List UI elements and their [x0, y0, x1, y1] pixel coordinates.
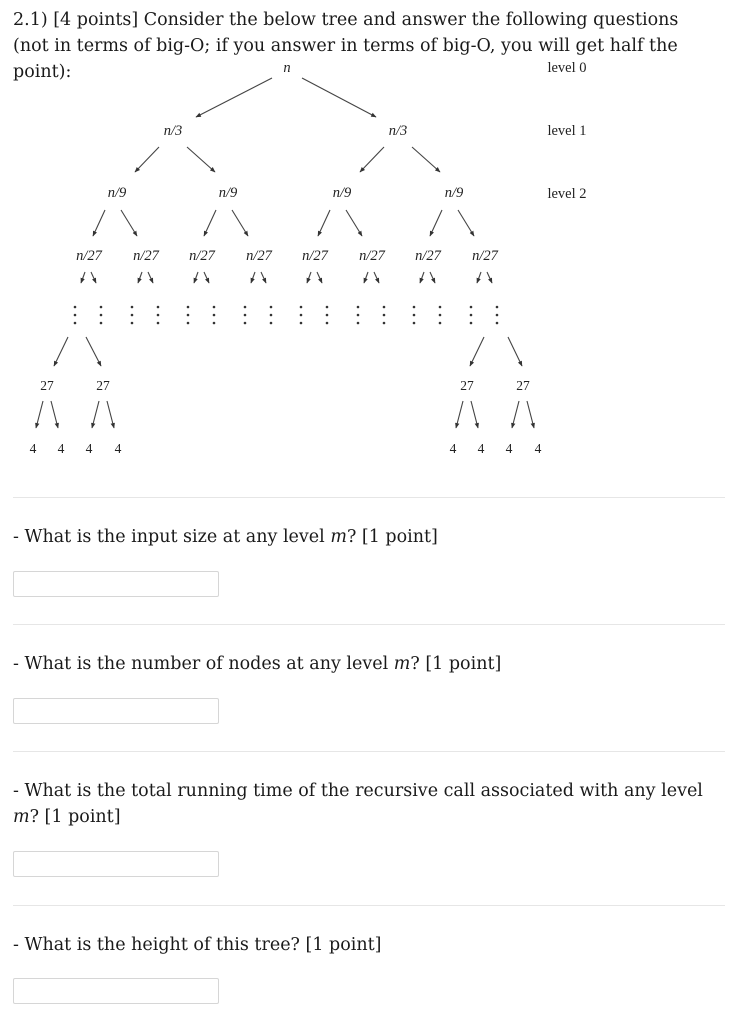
ellipsis-dot-7-1-1 — [413, 306, 416, 309]
leaf-7: 4 — [505, 441, 513, 456]
separator-4 — [13, 905, 725, 906]
ellipsis-dot-4-1-3 — [244, 322, 247, 325]
leaf-1: 4 — [29, 441, 37, 456]
edge-bottom-2-b — [107, 401, 114, 428]
edge-l3-2-b — [148, 272, 153, 283]
question-2-suffix: ? [1 point] — [410, 654, 502, 674]
question-2-var: m — [393, 654, 411, 674]
edge-l3-3-b — [204, 272, 209, 283]
node-level3-3: n/27 — [189, 248, 215, 264]
ellipsis-dot-8-1-2 — [470, 314, 473, 317]
edge-l3-4-a — [251, 272, 255, 283]
ellipsis-dot-6-1-1 — [357, 306, 360, 309]
edge-l3-4-b — [261, 272, 266, 283]
level-label-2: level 2 — [547, 186, 587, 202]
ellipsis-dot-1-1-3 — [74, 322, 77, 325]
edge-root-right — [302, 78, 376, 117]
edge-bottom-4-b — [527, 401, 534, 428]
ellipsis-dot-8-2-1 — [496, 306, 499, 309]
edge-l2-2-right — [232, 210, 248, 236]
edge-l1-1-right — [187, 147, 215, 172]
ellipsis-dot-8-1-3 — [470, 322, 473, 325]
level-label-0: level 0 — [547, 60, 587, 76]
edge-l1-2-right — [412, 147, 440, 172]
ellipsis-dot-7-2-1 — [439, 306, 442, 309]
edge-bottom-right-b — [508, 337, 522, 366]
ellipsis-dot-6-1-2 — [357, 314, 360, 317]
ellipsis-dot-2-2-1 — [157, 306, 160, 309]
ellipsis-dot-8-2-2 — [496, 314, 499, 317]
question-4 — [13, 932, 713, 958]
ellipsis-dot-2-1-2 — [131, 314, 134, 317]
ellipsis-dot-7-2-2 — [439, 314, 442, 317]
question-2-prefix: - What is the number of nodes at any level — [13, 654, 394, 674]
node-level1-1: n/3 — [163, 123, 183, 139]
separator-1 — [13, 497, 725, 498]
ellipsis-dot-2-2-3 — [157, 322, 160, 325]
leaf-5: 4 — [449, 441, 457, 456]
ellipsis-dot-5-1-1 — [300, 306, 303, 309]
edge-l1-2-left — [360, 147, 384, 172]
node-level3-6: n/27 — [359, 248, 385, 264]
question-1-suffix: ? [1 point] — [346, 527, 438, 547]
edge-l3-3-a — [194, 272, 198, 283]
ellipsis-dot-7-2-3 — [439, 322, 442, 325]
answer-input-1[interactable] — [13, 571, 219, 597]
ellipsis-dot-1-2-1 — [100, 306, 103, 309]
node-level2-1: n/9 — [107, 185, 127, 201]
ellipsis-dot-6-2-1 — [383, 306, 386, 309]
ellipsis-dot-7-1-2 — [413, 314, 416, 317]
ellipsis-dot-2-2-2 — [157, 314, 160, 317]
ellipsis-dot-5-2-3 — [326, 322, 329, 325]
ellipsis-dot-1-1-1 — [74, 306, 77, 309]
node-bottom-2: 27 — [96, 378, 110, 393]
edge-l2-1-right — [121, 210, 137, 236]
ellipsis-dot-5-2-2 — [326, 314, 329, 317]
separator-2 — [13, 624, 725, 625]
question-3-prefix: - What is the total running time of the recursive call associated with any level — [13, 781, 703, 801]
edge-bottom-left-b — [86, 337, 101, 366]
leaf-3: 4 — [85, 441, 93, 456]
node-level3-2: n/27 — [133, 248, 159, 264]
ellipsis-dot-3-2-2 — [213, 314, 216, 317]
edge-bottom-3-b — [471, 401, 478, 428]
edge-l3-2-a — [138, 272, 142, 283]
question-1-prefix: - What is the input size at any level — [13, 527, 331, 547]
question-3-suffix: ? [1 point] — [29, 807, 121, 827]
recursion-tree-diagram — [0, 0, 732, 470]
ellipsis-dot-5-1-3 — [300, 322, 303, 325]
ellipsis-dot-4-2-1 — [270, 306, 273, 309]
ellipsis-dot-5-2-1 — [326, 306, 329, 309]
edge-l3-7-b — [430, 272, 435, 283]
ellipsis-dot-4-2-2 — [270, 314, 273, 317]
ellipsis-dot-8-1-1 — [470, 306, 473, 309]
ellipsis-dot-4-2-3 — [270, 322, 273, 325]
edge-bottom-right-a — [470, 337, 484, 366]
edge-l2-3-right — [346, 210, 362, 236]
ellipsis-dot-1-2-3 — [100, 322, 103, 325]
node-level1-2: n/3 — [388, 123, 408, 139]
edge-l2-3-left — [318, 210, 330, 236]
ellipsis-dot-2-1-1 — [131, 306, 134, 309]
ellipsis-dot-6-2-2 — [383, 314, 386, 317]
edge-l3-8-b — [487, 272, 492, 283]
level-label-1: level 1 — [547, 123, 587, 139]
question-4-prefix: - What is the height of this tree? [1 point] — [13, 935, 382, 955]
node-root: n — [283, 60, 291, 76]
node-level3-1: n/27 — [76, 248, 102, 264]
leaf-2: 4 — [57, 441, 65, 456]
node-bottom-1: 27 — [40, 378, 54, 393]
node-level3-8: n/27 — [472, 248, 498, 264]
edge-l2-4-right — [458, 210, 474, 236]
answer-input-2[interactable] — [13, 698, 219, 724]
edge-l3-6-b — [374, 272, 379, 283]
edge-l2-1-left — [93, 210, 105, 236]
separator-3 — [13, 751, 725, 752]
edge-l3-8-a — [477, 272, 481, 283]
answer-input-4[interactable] — [13, 978, 219, 1004]
leaf-8: 4 — [534, 441, 542, 456]
ellipsis-dot-4-1-1 — [244, 306, 247, 309]
question-1-var: m — [330, 527, 347, 547]
edge-l1-1-left — [135, 147, 159, 172]
answer-input-3[interactable] — [13, 851, 219, 877]
ellipsis-dot-3-2-1 — [213, 306, 216, 309]
edge-l3-1-b — [91, 272, 96, 283]
ellipsis-dot-6-1-3 — [357, 322, 360, 325]
edge-bottom-4-a — [512, 401, 519, 428]
question-1 — [13, 524, 713, 550]
edge-l3-6-a — [364, 272, 368, 283]
edge-l3-1-a — [81, 272, 85, 283]
node-level3-4: n/27 — [246, 248, 272, 264]
edge-bottom-1-a — [36, 401, 43, 428]
ellipsis-dot-3-1-1 — [187, 306, 190, 309]
edge-l2-4-left — [430, 210, 442, 236]
ellipsis-dot-3-1-2 — [187, 314, 190, 317]
question-header: 2.1) [4 points] Consider the below tree and answer the following questions (not in terms of big-O; if you answer in terms of big-O, you will get half the point): — [13, 10, 679, 82]
ellipsis-dot-4-1-2 — [244, 314, 247, 317]
node-bottom-4: 27 — [516, 378, 530, 393]
node-level2-3: n/9 — [332, 185, 352, 201]
leaf-4: 4 — [114, 441, 122, 456]
ellipsis-dot-7-1-3 — [413, 322, 416, 325]
leaf-6: 4 — [477, 441, 485, 456]
edge-l3-5-b — [317, 272, 322, 283]
ellipsis-dot-1-1-2 — [74, 314, 77, 317]
edge-root-left — [196, 78, 272, 117]
edge-bottom-left-a — [54, 337, 68, 366]
node-level2-2: n/9 — [218, 185, 238, 201]
node-bottom-3: 27 — [460, 378, 474, 393]
question-3-var: m — [13, 807, 30, 827]
ellipsis-dot-3-2-3 — [213, 322, 216, 325]
ellipsis-dot-3-1-3 — [187, 322, 190, 325]
question-3 — [13, 778, 713, 830]
question-2 — [13, 651, 713, 677]
node-level2-4: n/9 — [444, 185, 464, 201]
edge-l3-7-a — [420, 272, 424, 283]
edge-bottom-3-a — [456, 401, 463, 428]
ellipsis-dot-5-1-2 — [300, 314, 303, 317]
edge-l2-2-left — [204, 210, 216, 236]
edge-bottom-2-a — [92, 401, 99, 428]
edge-bottom-1-b — [51, 401, 58, 428]
ellipsis-dot-2-1-3 — [131, 322, 134, 325]
node-level3-5: n/27 — [302, 248, 328, 264]
ellipsis-dot-8-2-3 — [496, 322, 499, 325]
ellipsis-dot-6-2-3 — [383, 322, 386, 325]
node-level3-7: n/27 — [415, 248, 441, 264]
edge-l3-5-a — [307, 272, 311, 283]
ellipsis-dot-1-2-2 — [100, 314, 103, 317]
